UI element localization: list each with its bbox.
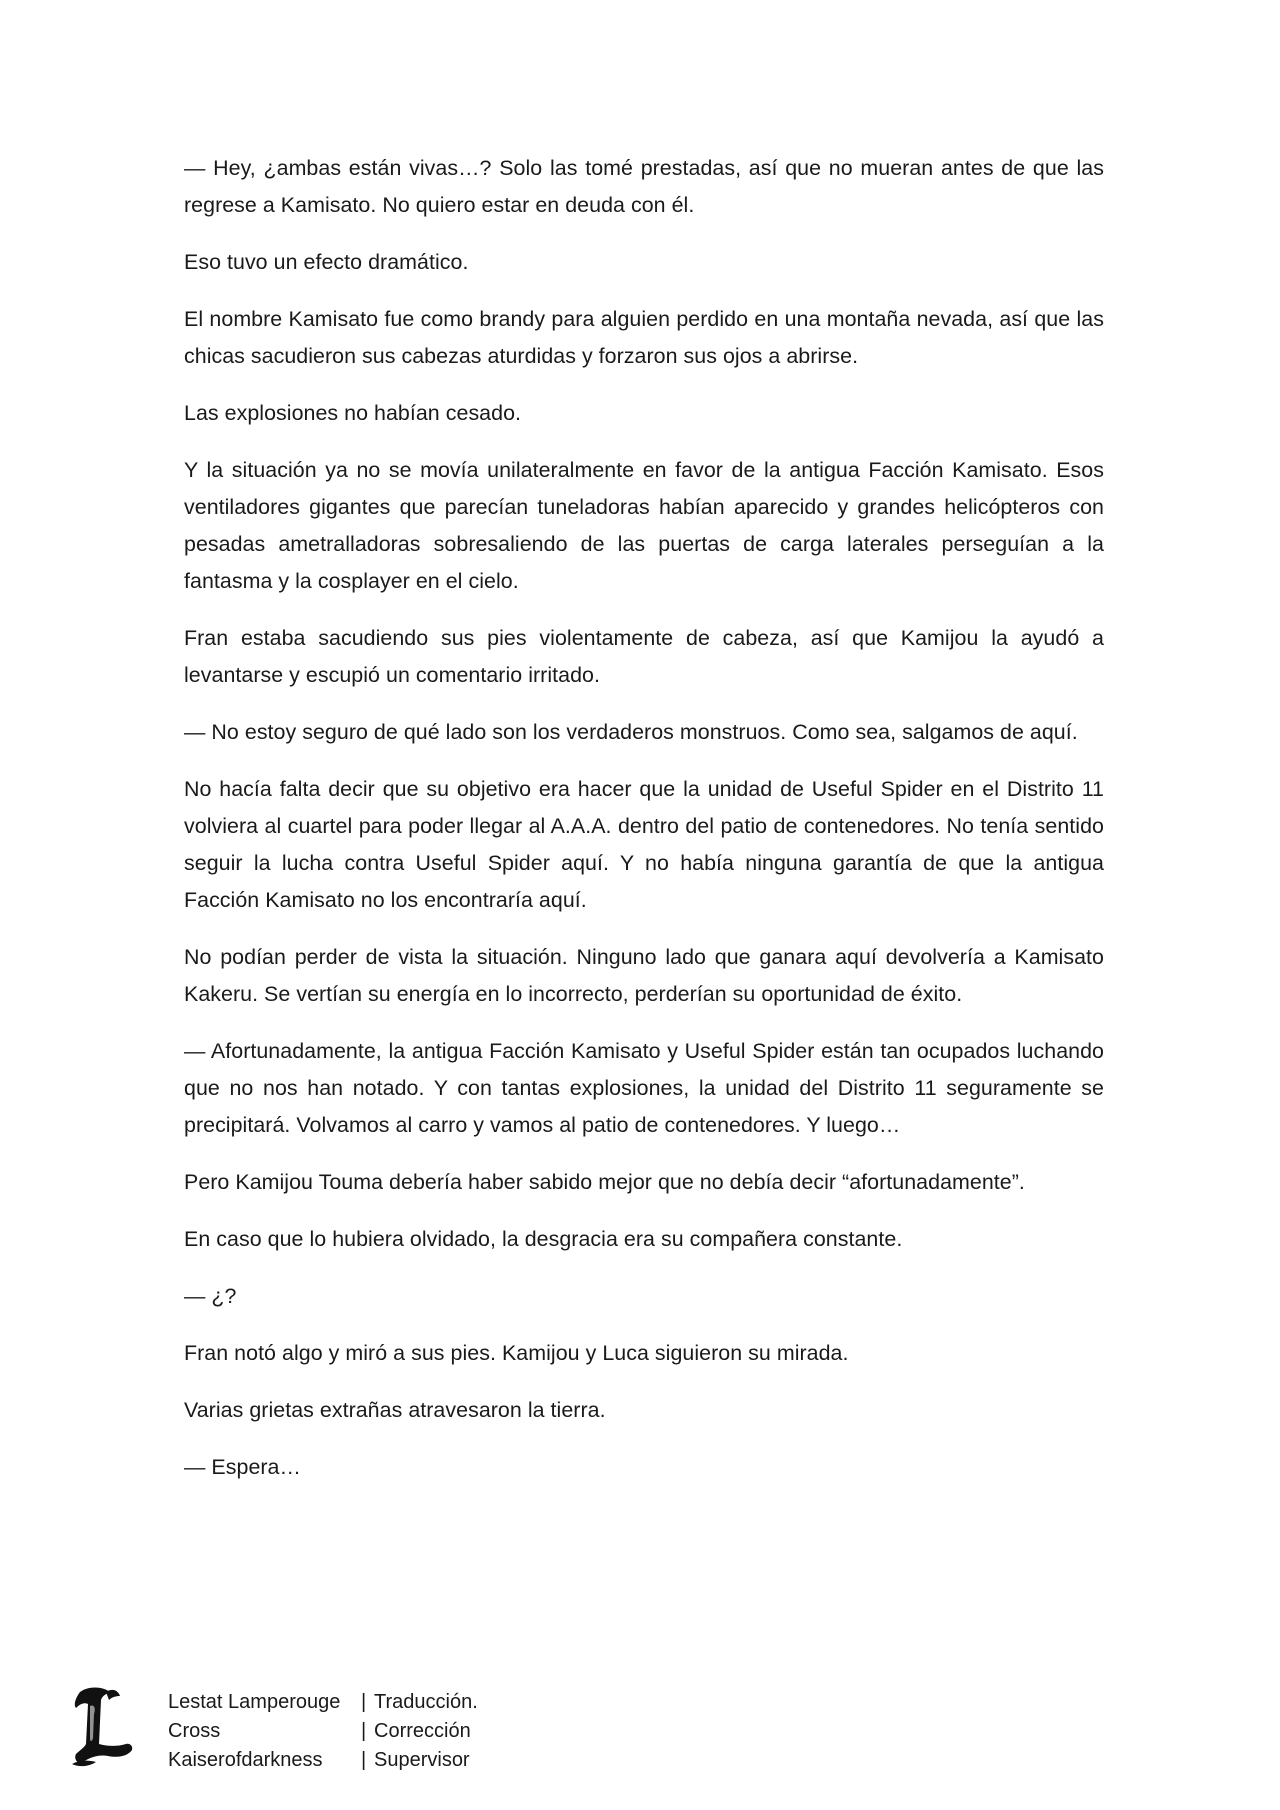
paragraph: Y la situación ya no se movía unilateralmente en favor de la antigua Facción Kamisato. Esos ventiladores gigantes que parecían tuneladoras habían aparecido y grandes helicópteros con pesadas ametralladoras sobresaliendo de las puertas de carga laterales perseguían a la fantasma y la cosplayer en el cielo.	[184, 458, 1104, 593]
credit-role: Supervisor	[374, 1749, 470, 1771]
paragraph: Fran estaba sacudiendo sus pies violentamente de cabeza, así que Kamijou la ayudó a levantarse y escupió un comentario irritado.	[184, 626, 1104, 687]
paragraph: Varias grietas extrañas atravesaron la tierra.	[184, 1398, 606, 1422]
credit-separator: |	[361, 1720, 367, 1742]
credit-separator: |	[361, 1749, 367, 1771]
credit-name: Kaiserofdarkness	[168, 1749, 323, 1771]
paragraph: Fran notó algo y miró a sus pies. Kamijou y Luca siguieron su mirada.	[184, 1341, 849, 1365]
paragraph: — Espera…	[184, 1455, 301, 1479]
paragraph: En caso que lo hubiera olvidado, la desgracia era su compañera constante.	[184, 1227, 903, 1251]
credit-row	[168, 1688, 478, 1717]
credit-role: Traducción.	[374, 1691, 478, 1713]
gothic-letter-L-logo-icon	[66, 1684, 136, 1770]
credits-footer	[66, 1688, 666, 1788]
paragraph: — No estoy seguro de qué lado son los verdaderos monstruos. Como sea, salgamos de aquí.	[184, 720, 1078, 744]
paragraph: Pero Kamijou Touma debería haber sabido mejor que no debía decir “afortunadamente”.	[184, 1170, 1025, 1194]
credit-name: Lestat Lamperouge	[168, 1691, 341, 1713]
paragraph: El nombre Kamisato fue como brandy para alguien perdido en una montaña nevada, así que las chicas sacudieron sus cabezas aturdidas y forzaron sus ojos a abrirse.	[184, 307, 1104, 368]
credit-name: Cross	[168, 1720, 221, 1742]
credit-row	[168, 1717, 478, 1746]
credit-role: Corrección	[374, 1720, 471, 1742]
paragraph: Las explosiones no habían cesado.	[184, 401, 522, 425]
paragraph: — ¿?	[184, 1284, 237, 1308]
paragraph: No hacía falta decir que su objetivo era hacer que la unidad de Useful Spider en el Distrito 11 volviera al cuartel para poder llegar al A.A.A. dentro del patio de contenedores. No tenía sentido seguir la lucha contra Useful Spider aquí. Y no había ninguna garantía de que la antigua Facción Kamisato no los encontraría aquí.	[184, 777, 1104, 912]
document-body	[184, 150, 1104, 1506]
credit-row	[168, 1746, 478, 1775]
paragraph: — Afortunadamente, la antigua Facción Kamisato y Useful Spider están tan ocupados luchando que no nos han notado. Y con tantas explosiones, la unidad del Distrito 11 seguramente se precipitará. Volvamos al carro y vamos al patio de contenedores. Y luego…	[184, 1039, 1104, 1137]
paragraph: — Hey, ¿ambas están vivas…? Solo las tomé prestadas, así que no mueran antes de que las regrese a Kamisato. No quiero estar en deuda con él.	[184, 156, 1104, 217]
credit-separator: |	[361, 1691, 367, 1713]
paragraph: Eso tuvo un efecto dramático.	[184, 250, 469, 274]
credits-list	[168, 1688, 478, 1775]
paragraph: No podían perder de vista la situación. Ninguno lado que ganara aquí devolvería a Kamisato Kakeru. Se vertían su energía en lo incorrecto, perderían su oportunidad de éxito.	[184, 945, 1104, 1006]
